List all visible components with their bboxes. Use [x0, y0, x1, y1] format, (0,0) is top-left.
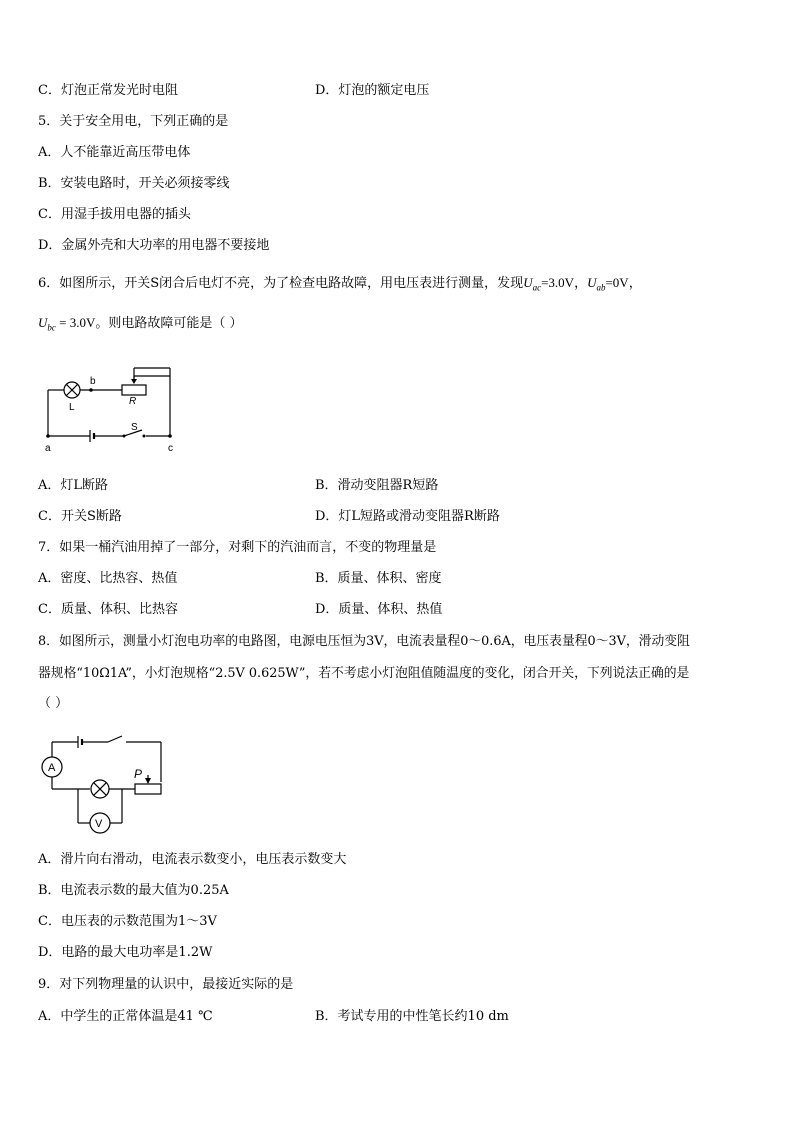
q6-stem-part1: 6．如图所示，开关S闭合后电灯不亮，为了检查电路故障，用电压表进行测量，发现 [38, 276, 524, 291]
q7-option-a: A．密度、比热容、热值 [38, 571, 178, 586]
q7-option-b: B．质量、体积、密度 [315, 571, 442, 586]
q8-fig-voltmeter-label: V [95, 818, 103, 830]
q4-option-c: C．灯泡正常发光时电阻 [38, 83, 178, 98]
q5-option-d: D．金属外壳和大功率的用电器不要接地 [38, 238, 270, 253]
q6-u-ac: $U_{ac}$ [523, 275, 542, 293]
q6-stem-line1 [38, 274, 642, 297]
q6-u-bc: $U_{bc}$ [38, 315, 56, 333]
q5-option-c: C．用湿手拔用电器的插头 [38, 207, 191, 222]
q9-stem: 9．对下列物理量的认识中，最接近实际的是 [38, 977, 294, 992]
q6-option-d: D．灯L短路或滑动变阻器R断路 [315, 509, 500, 524]
q5-stem: 5．关于安全用电，下列正确的是 [38, 114, 229, 129]
q6-fig-label-s: S [131, 422, 138, 433]
q8-stem-line3: （ ） [38, 696, 69, 711]
q6-fig-label-b: b [90, 376, 96, 387]
q6-stem-line2 [38, 314, 243, 337]
q8-stem-line2: 器规格“10Ω1A”，小灯泡规格“2.5V 0.625W”，若不考虑小灯泡阻值随温度的变化，闭合开关，下列说法正确的是 [38, 666, 690, 681]
q8-fig-ammeter-label: A [48, 762, 56, 774]
q7-stem: 7．如果一桶汽油用掉了一部分，对剩下的汽油而言，不变的物理量是 [38, 540, 437, 555]
q6-fig-label-r: R [129, 396, 137, 407]
q6-separator-2: ， [628, 276, 642, 291]
q6-option-a: A．灯L断路 [38, 478, 109, 493]
q4-option-d: D．灯泡的额定电压 [315, 83, 430, 98]
q5-option-b: B．安装电路时，开关必须接零线 [38, 176, 230, 191]
q8-stem-line1: 8．如图所示，测量小灯泡电功率的电路图，电源电压恒为3V，电流表量程0～0.6A，电压表量程0～3V，滑动变阻 [38, 634, 690, 649]
q7-option-d: D．质量、体积、热值 [315, 602, 443, 617]
q6-u-ac-value: =3.0V [541, 275, 575, 290]
q6-u-ab-value: =0V [605, 275, 629, 290]
q6-u-bc-value: = 3.0V [55, 315, 96, 330]
q6-option-b: B．滑动变阻器R短路 [315, 478, 439, 493]
q8-fig-slider-label: P [134, 767, 143, 781]
q6-u-ab: $U_{ab}$ [587, 275, 606, 293]
q8-circuit-diagram [38, 730, 168, 836]
q8-option-c: C．电压表的示数范围为1～3V [38, 914, 217, 929]
q6-separator-1: ， [574, 276, 588, 291]
q5-option-a: A．人不能靠近高压带电体 [38, 145, 191, 160]
q6-fig-label-c: c [168, 443, 173, 454]
q9-option-b: B．考试专用的中性笔长约10 dm [315, 1009, 509, 1024]
q7-option-c: C．质量、体积、比热容 [38, 602, 178, 617]
q6-circuit-diagram [38, 362, 178, 457]
q9-option-a: A．中学生的正常体温是41 ℃ [38, 1009, 213, 1024]
q6-stem-part2: 。则电路故障可能是（ ） [95, 316, 243, 331]
q6-option-c: C．开关S断路 [38, 509, 122, 524]
q6-fig-label-a: a [45, 443, 51, 454]
q8-option-d: D．电路的最大电功率是1.2W [38, 945, 213, 960]
q8-option-b: B．电流表示数的最大值为0.25A [38, 883, 229, 898]
q8-option-a: A．滑片向右滑动，电流表示数变小，电压表示数变大 [38, 852, 347, 867]
q6-fig-label-l: L [69, 402, 75, 413]
